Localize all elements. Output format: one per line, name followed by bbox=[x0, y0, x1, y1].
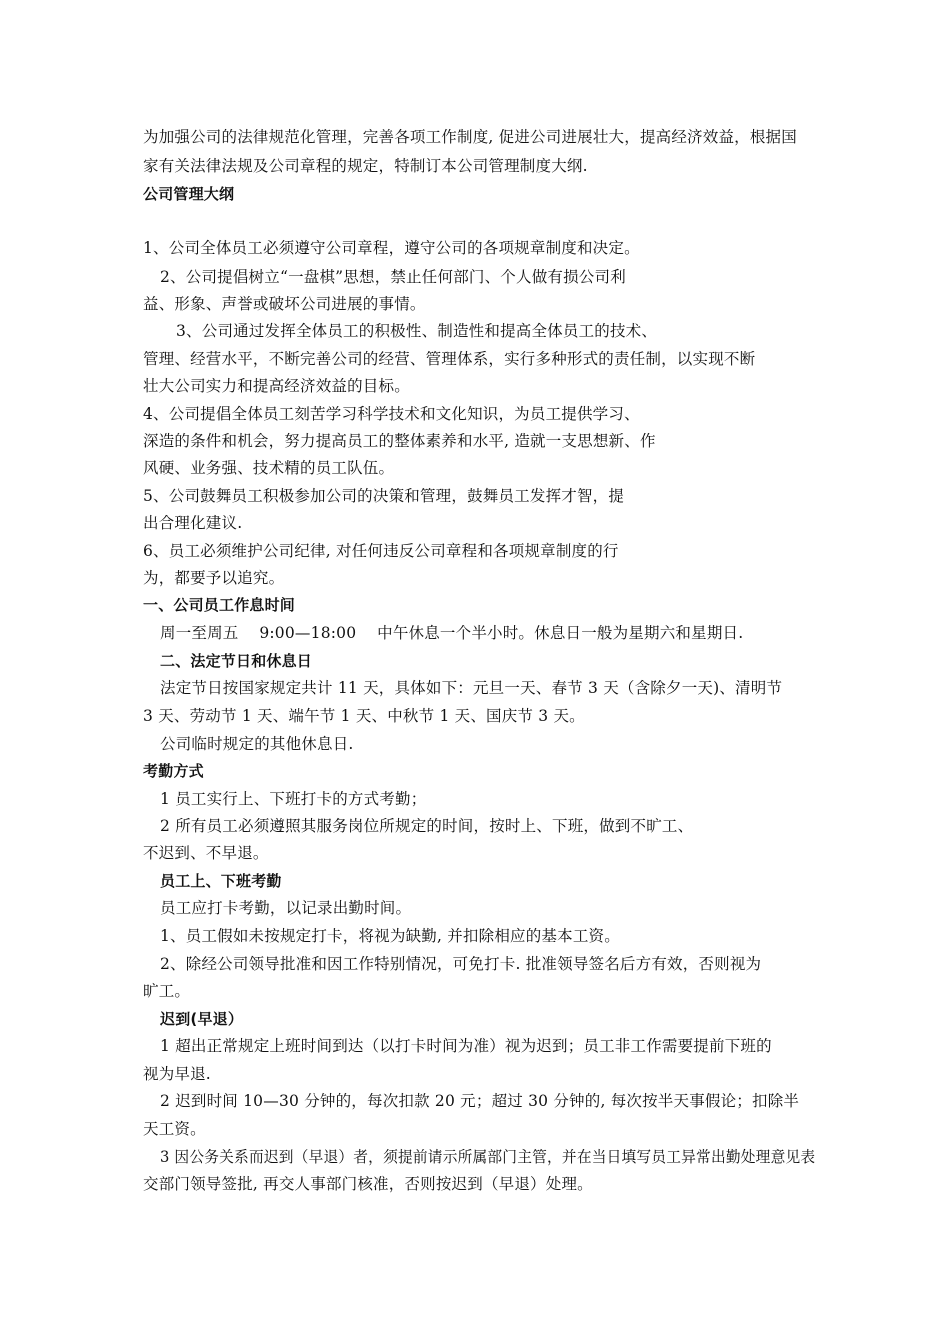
outline-item: 壮大公司实力和提高经济效益的目标。 bbox=[143, 377, 410, 395]
outline-item: 出合理化建议. bbox=[143, 514, 243, 532]
attendance-line: 2 所有员工必须遵照其服务岗位所规定的时间，按时上、下班，做到不旷工、 bbox=[160, 817, 694, 835]
section-title-holidays: 二、法定节日和休息日 bbox=[160, 652, 313, 670]
section-title-late: 迟到(早退） bbox=[160, 1010, 244, 1028]
holidays-line: 3 天、劳动节 1 天、端午节 1 天、中秋节 1 天、国庆节 3 天。 bbox=[143, 707, 585, 725]
attendance-line: 不迟到、不早退。 bbox=[143, 844, 269, 862]
section-title-clock: 员工上、下班考勤 bbox=[160, 872, 282, 890]
late-line: 视为早退. bbox=[143, 1065, 211, 1083]
late-line: 3 因公务关系而迟到（早退）者，须提前请示所属部门主管，并在当日填写员工异常出勤处理意见表 bbox=[160, 1148, 816, 1166]
clock-line: 2、除经公司领导批准和因工作特别情况，可免打卡. 批准领导签名后方有效，否则视为 bbox=[160, 955, 762, 973]
attendance-line: 1 员工实行上、下班打卡的方式考勤； bbox=[160, 790, 427, 808]
outline-item: 风硬、业务强、技术精的员工队伍。 bbox=[143, 459, 395, 477]
outline-item: 深造的条件和机会，努力提高员工的整体素养和水平, 造就一支思想新、作 bbox=[143, 432, 656, 450]
outline-title: 公司管理大纲 bbox=[143, 185, 235, 203]
intro-line: 家有关法律法规及公司章程的规定，特制订本公司管理制度大纲. bbox=[143, 157, 588, 175]
late-line: 2 迟到时间 10—30 分钟的，每次扣款 20 元；超过 30 分钟的, 每次按半天事假论；扣除半 bbox=[160, 1092, 800, 1110]
outline-item: 为，都要予以追究。 bbox=[143, 569, 285, 587]
outline-item: 益、形象、声誉或破坏公司进展的事情。 bbox=[143, 295, 426, 313]
clock-line: 员工应打卡考勤，以记录出勤时间。 bbox=[160, 899, 412, 917]
outline-item: 管理、经营水平，不断完善公司的经营、管理体系，实行多种形式的责任制，以实现不断 bbox=[143, 350, 756, 368]
outline-item: 1、公司全体员工必须遵守公司章程，遵守公司的各项规章制度和决定。 bbox=[143, 239, 640, 257]
clock-line: 旷工。 bbox=[143, 982, 191, 1000]
outline-item: 6、员工必须维护公司纪律, 对任何违反公司章程和各项规章制度的行 bbox=[143, 542, 619, 560]
outline-item: 2、公司提倡树立“一盘棋”思想，禁止任何部门、个人做有损公司利 bbox=[160, 268, 626, 286]
late-line: 天工资。 bbox=[143, 1120, 206, 1138]
outline-item: 5、公司鼓舞员工积极参加公司的决策和管理，鼓舞员工发挥才智，提 bbox=[143, 487, 625, 505]
section-title-work-hours: 一、公司员工作息时间 bbox=[143, 596, 296, 614]
holidays-line: 法定节日按国家规定共计 11 天，具体如下：元旦一天、春节 3 天（含除夕一天)、清明节 bbox=[160, 679, 783, 697]
late-line: 1 超出正常规定上班时间到达（以打卡时间为准）视为迟到；员工非工作需要提前下班的 bbox=[160, 1037, 772, 1055]
outline-item: 4、公司提倡全体员工刻苦学习科学技术和文化知识，为员工提供学习、 bbox=[143, 405, 640, 423]
holidays-line: 公司临时规定的其他休息日. bbox=[160, 735, 354, 753]
outline-item: 3、公司通过发挥全体员工的积极性、制造性和提高全体员工的技术、 bbox=[176, 322, 658, 340]
late-line: 交部门领导签批, 再交人事部门核准，否则按迟到（早退）处理。 bbox=[143, 1175, 593, 1193]
work-hours-line: 周一至周五 9:00—18:00 中午休息一个半小时。休息日一般为星期六和星期日. bbox=[160, 624, 744, 642]
clock-line: 1、员工假如未按规定打卡，将视为缺勤, 并扣除相应的基本工资。 bbox=[160, 927, 620, 945]
section-title-attendance: 考勤方式 bbox=[143, 762, 204, 780]
intro-line: 为加强公司的法律规范化管理，完善各项工作制度, 促进公司进展壮大，提高经济效益，根据国 bbox=[143, 128, 797, 146]
